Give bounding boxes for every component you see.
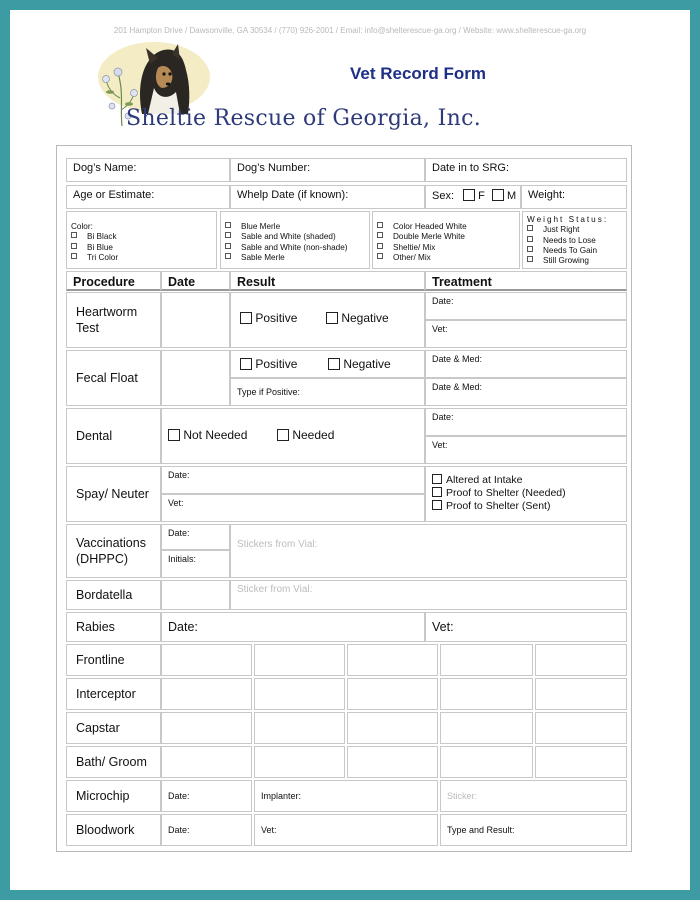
interceptor-entry-1[interactable]: [161, 678, 252, 710]
option-checkbox[interactable]: [377, 243, 383, 249]
procedure-frontline: Frontline: [66, 644, 161, 676]
option-checkbox[interactable]: [225, 222, 231, 228]
header-result: Result: [230, 271, 425, 291]
capstar-entry-5[interactable]: [535, 712, 627, 744]
sex-m-checkbox[interactable]: [492, 189, 504, 201]
interceptor-entry-4[interactable]: [440, 678, 533, 710]
color-list-1: [71, 222, 118, 263]
negative-checkbox[interactable]: [326, 312, 338, 324]
date-in-field[interactable]: [425, 158, 627, 182]
form-title: Vet Record Form: [350, 64, 487, 83]
sex-field: [425, 185, 521, 209]
heartworm-treatment-date[interactable]: Date:: [425, 292, 627, 320]
procedure-spay-neuter: Spay/ Neuter: [66, 466, 161, 522]
frontline-entry-1[interactable]: [161, 644, 252, 676]
capstar-entry-1[interactable]: [161, 712, 252, 744]
color-list-2: [225, 222, 348, 263]
heartworm-positive-option[interactable]: Positive: [240, 311, 297, 325]
interceptor-entry-2[interactable]: [254, 678, 345, 710]
frontline-entry-4[interactable]: [440, 644, 533, 676]
microchip-sticker-field[interactable]: Sticker:: [440, 780, 627, 812]
fecal-negative-option[interactable]: Negative: [328, 357, 391, 371]
negative-checkbox[interactable]: [328, 358, 340, 370]
vaccinations-date-field[interactable]: Date:: [161, 524, 230, 550]
color-option[interactable]: Sable and White (non-shade): [225, 243, 348, 253]
fecal-treatment-1[interactable]: Date & Med:: [425, 350, 627, 378]
fecal-positive-option[interactable]: Positive: [240, 357, 297, 371]
color-option[interactable]: Bi Black: [71, 232, 118, 242]
option-checkbox[interactable]: [225, 232, 231, 238]
color-label: Color:: [71, 222, 93, 231]
frontline-entry-2[interactable]: [254, 644, 345, 676]
option-checkbox[interactable]: [71, 232, 77, 238]
procedure-interceptor: Interceptor: [66, 678, 161, 710]
dogs-number-field[interactable]: [230, 158, 425, 182]
option-checkbox[interactable]: [527, 256, 533, 262]
procedure-capstar: Capstar: [66, 712, 161, 744]
procedure-fecal-float: Fecal Float: [66, 350, 161, 406]
option-checkbox[interactable]: [377, 232, 383, 238]
sex-m-label: M: [507, 190, 517, 202]
color-option[interactable]: Tri Color: [71, 253, 118, 263]
color-option[interactable]: Sable and White (shaded): [225, 232, 348, 242]
proof-sent-option[interactable]: Proof to Shelter (Sent): [432, 500, 550, 512]
rabies-date-field[interactable]: Date:: [161, 612, 425, 642]
microchip-implanter-field[interactable]: Implanter:: [254, 780, 438, 812]
bloodwork-type-result-field[interactable]: Type and Result:: [440, 814, 627, 846]
spay-vet-field[interactable]: Vet:: [161, 494, 425, 522]
procedure-rabies: Rabies: [66, 612, 161, 642]
dental-needed-option[interactable]: Needed: [277, 428, 334, 442]
sex-f-label: F: [478, 190, 485, 202]
weight-status-list: [527, 215, 608, 266]
whelp-date-label: Whelp Date (if known):: [237, 189, 349, 201]
color-option[interactable]: Blue Merle: [225, 222, 348, 232]
color-option[interactable]: Sheltie/ Mix: [377, 243, 467, 253]
dental-treatment-date[interactable]: Date:: [425, 408, 627, 436]
spay-date-field[interactable]: Date:: [161, 466, 425, 494]
dogs-number-label: Dog’s Number:: [237, 162, 311, 174]
option-checkbox[interactable]: [71, 243, 77, 249]
procedure-bath-groom: Bath/ Groom: [66, 746, 161, 778]
procedure-bloodwork: Bloodwork: [66, 814, 161, 846]
proof-needed-checkbox[interactable]: [432, 487, 442, 497]
color-option[interactable]: Bi Blue: [71, 243, 118, 253]
bath-entry-1[interactable]: [161, 746, 252, 778]
sex-f-checkbox[interactable]: [463, 189, 475, 201]
option-checkbox[interactable]: [527, 246, 533, 252]
heartworm-treatment-vet[interactable]: Vet:: [425, 320, 627, 348]
microchip-date-field[interactable]: Date:: [161, 780, 252, 812]
bordatella-sticker-field[interactable]: Sticker from Vial:: [230, 580, 627, 610]
procedure-dental: Dental: [66, 408, 161, 464]
altered-checkbox[interactable]: [432, 474, 442, 484]
interceptor-entry-5[interactable]: [535, 678, 627, 710]
vaccinations-initials-field[interactable]: Initials:: [161, 550, 230, 578]
bath-entry-4[interactable]: [440, 746, 533, 778]
sex-label: Sex:: [432, 190, 455, 202]
option-checkbox[interactable]: [225, 253, 231, 259]
proof-needed-option[interactable]: Proof to Shelter (Needed): [432, 487, 566, 499]
procedure-heartworm: Heartworm Test: [66, 292, 161, 348]
bath-entry-5[interactable]: [535, 746, 627, 778]
heartworm-date-cell[interactable]: [161, 292, 230, 348]
option-checkbox[interactable]: [377, 253, 383, 259]
org-name: Sheltie Rescue of Georgia, Inc.: [126, 106, 481, 131]
bordatella-date-cell[interactable]: [161, 580, 230, 610]
bath-entry-2[interactable]: [254, 746, 345, 778]
positive-checkbox[interactable]: [240, 312, 252, 324]
bloodwork-date-field[interactable]: Date:: [161, 814, 252, 846]
option-checkbox[interactable]: [71, 253, 77, 259]
age-label: Age or Estimate:: [73, 189, 155, 201]
capstar-entry-4[interactable]: [440, 712, 533, 744]
option-checkbox[interactable]: [225, 243, 231, 249]
age-field[interactable]: [66, 185, 230, 209]
whelp-date-field[interactable]: [230, 185, 425, 209]
option-checkbox[interactable]: [527, 225, 533, 231]
weight-status-option[interactable]: Just Right: [527, 225, 608, 235]
weight-field[interactable]: [521, 185, 627, 209]
header-date: Date: [161, 271, 230, 291]
address-line: 201 Hampton Drive / Dawsonville, GA 30534 / (770) 926-2001 / Email: info@shelterescue-ga.org / Website: www.shelterescue-ga.org: [113, 26, 587, 35]
proof-sent-checkbox[interactable]: [432, 500, 442, 510]
dogs-name-field[interactable]: [66, 158, 230, 182]
not-needed-checkbox[interactable]: [168, 429, 180, 441]
fecal-treatment-2[interactable]: Date & Med:: [425, 378, 627, 406]
date-in-label: Date in to SRG:: [432, 162, 510, 174]
dental-not-needed-option[interactable]: Not Needed: [168, 428, 247, 442]
weight-label: Weight:: [528, 189, 566, 201]
dental-treatment-vet[interactable]: Vet:: [425, 436, 627, 464]
altered-at-intake-option[interactable]: Altered at Intake: [432, 474, 522, 486]
weight-status-option[interactable]: Needs to Lose: [527, 236, 608, 246]
color-option[interactable]: Color Headed White: [377, 222, 467, 232]
procedure-vaccinations: Vaccinations (DHPPC): [66, 524, 161, 578]
capstar-entry-3[interactable]: [347, 712, 438, 744]
weight-status-label: Weight Status:: [527, 215, 609, 224]
sheltie-dog-illustration: [128, 44, 198, 114]
weight-status-option[interactable]: Needs To Gain: [527, 246, 608, 256]
bloodwork-vet-field[interactable]: Vet:: [254, 814, 438, 846]
procedure-microchip: Microchip: [66, 780, 161, 812]
header-procedure: Procedure: [66, 271, 161, 291]
color-option[interactable]: Other/ Mix: [377, 253, 467, 263]
color-option[interactable]: Sable Merle: [225, 253, 348, 263]
vaccinations-stickers-field[interactable]: Stickers from Vial:: [230, 524, 627, 578]
procedure-bordatella: Bordatella: [66, 580, 161, 610]
frontline-entry-5[interactable]: [535, 644, 627, 676]
fecal-type-if-positive[interactable]: Type if Positive:: [230, 378, 425, 406]
fecal-date-cell[interactable]: [161, 350, 230, 406]
color-list-3: [377, 222, 467, 263]
heartworm-negative-option[interactable]: Negative: [326, 311, 389, 325]
option-checkbox[interactable]: [377, 222, 383, 228]
weight-status-option[interactable]: Still Growing: [527, 256, 608, 266]
needed-checkbox[interactable]: [277, 429, 289, 441]
positive-checkbox[interactable]: [240, 358, 252, 370]
rabies-vet-field[interactable]: Vet:: [425, 612, 627, 642]
option-checkbox[interactable]: [527, 236, 533, 242]
dogs-name-label: Dog’s Name:: [73, 162, 137, 174]
capstar-entry-2[interactable]: [254, 712, 345, 744]
frontline-entry-3[interactable]: [347, 644, 438, 676]
bath-entry-3[interactable]: [347, 746, 438, 778]
header-treatment: Treatment: [425, 271, 627, 291]
interceptor-entry-3[interactable]: [347, 678, 438, 710]
color-option[interactable]: Double Merle White: [377, 232, 467, 242]
